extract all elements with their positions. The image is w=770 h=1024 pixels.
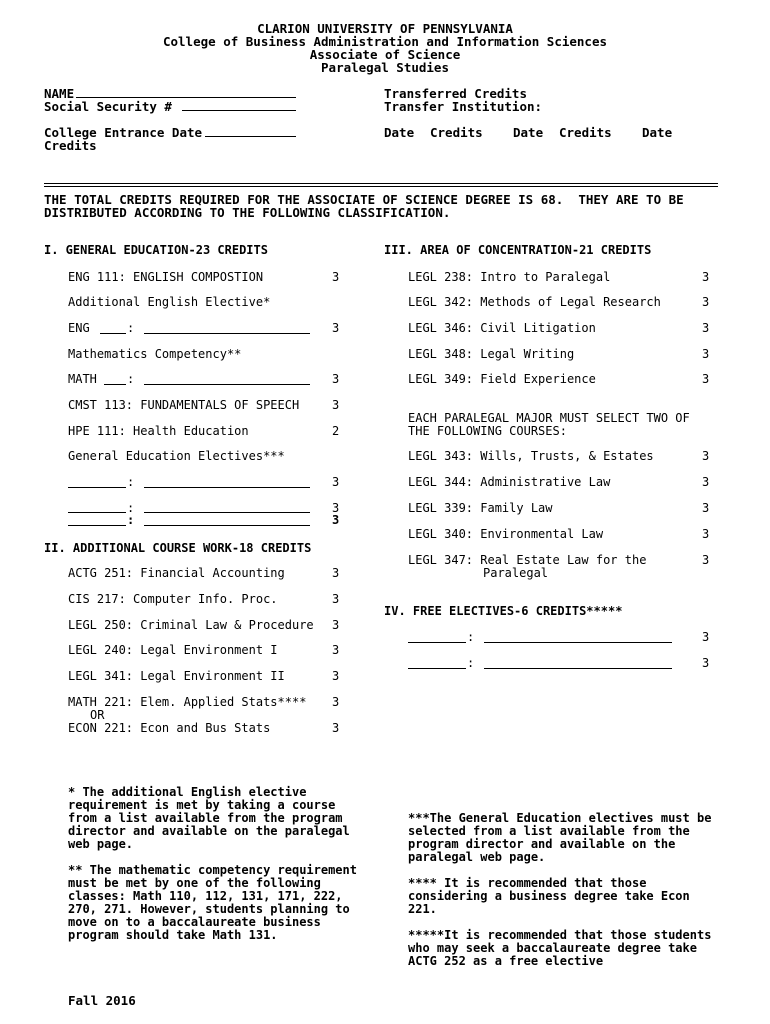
- footnote-business-degree: **** It is recommended that those considering a business degree take Econ 221.: [408, 876, 690, 916]
- credits-legl250: 3: [332, 618, 340, 632]
- course-legl340: LEGL 340: Environmental Law: [408, 527, 604, 541]
- divider-top: [44, 183, 718, 184]
- credits-free-elective-2: 3: [702, 656, 710, 670]
- gen-elective-1-title-field[interactable]: [144, 487, 310, 488]
- divider-bottom: [44, 186, 718, 187]
- course-legl339: LEGL 339: Family Law: [408, 501, 553, 515]
- course-legl342: LEGL 342: Methods of Legal Research: [408, 295, 661, 309]
- credits-legl347: 3: [702, 553, 710, 567]
- math-title-field[interactable]: [144, 384, 310, 385]
- credits-gen-elective-1: 3: [332, 475, 340, 489]
- course-legl238: LEGL 238: Intro to Paralegal: [408, 270, 611, 284]
- program-title: Paralegal Studies: [321, 60, 449, 75]
- gen-ed-electives-label: General Education Electives***: [68, 449, 285, 463]
- credits-eng-elective: 3: [332, 321, 340, 335]
- entrance-date-label: College Entrance Date: [44, 125, 203, 140]
- term-footer: Fall 2016: [68, 993, 136, 1008]
- gen-elective-1-colon: :: [127, 475, 135, 489]
- name-field[interactable]: [76, 97, 296, 98]
- section-2-title: II. ADDITIONAL COURSE WORK-18 CREDITS: [44, 541, 312, 555]
- date-label-1: Date: [384, 125, 415, 140]
- math-prefix: MATH: [68, 372, 97, 386]
- gen-elective-3-title-field[interactable]: [144, 525, 310, 526]
- or-label: OR: [90, 708, 105, 722]
- section-4-title: IV. FREE ELECTIVES-6 CREDITS*****: [384, 604, 623, 618]
- math-competency-label: Mathematics Competency**: [68, 347, 242, 361]
- credits-cmst113: 3: [332, 398, 340, 412]
- gen-elective-2-title-field[interactable]: [144, 512, 310, 513]
- credits-math: 3: [332, 372, 340, 386]
- credits-eng111: 3: [332, 270, 340, 284]
- course-math221: MATH 221: Elem. Applied Stats****: [68, 695, 307, 709]
- section-1-title: I. GENERAL EDUCATION-23 CREDITS: [44, 243, 268, 257]
- course-cis217: CIS 217: Computer Info. Proc.: [68, 592, 278, 606]
- gen-elective-2-number-field[interactable]: [68, 512, 126, 513]
- intro-line-2: DISTRIBUTED ACCORDING TO THE FOLLOWING CLASSIFICATION.: [44, 205, 451, 220]
- entrance-credits-label: Credits: [44, 138, 97, 153]
- gen-elective-3-colon: :: [127, 513, 135, 527]
- credits-legl344: 3: [702, 475, 710, 489]
- course-legl343: LEGL 343: Wills, Trusts, & Estates: [408, 449, 654, 463]
- math-number-field[interactable]: [104, 384, 126, 385]
- credits-gen-elective-2: 3: [332, 501, 340, 515]
- math-colon: :: [127, 372, 135, 386]
- credits-gen-elective-3: 3: [332, 513, 340, 527]
- credits-econ221: 3: [332, 721, 340, 735]
- credits-label-2: Credits: [559, 125, 612, 140]
- entrance-date-field[interactable]: [205, 136, 296, 137]
- gen-elective-1-number-field[interactable]: [68, 487, 126, 488]
- date-label-2: Date: [513, 125, 544, 140]
- transfer-institution-label: Transfer Institution:: [384, 99, 543, 114]
- degree-title: Associate of Science: [309, 47, 461, 62]
- name-label: NAME: [44, 86, 75, 101]
- course-eng111: ENG 111: ENGLISH COMPOSTION: [68, 270, 264, 284]
- select-note-line-2: THE FOLLOWING COURSES:: [408, 424, 567, 438]
- credits-legl240: 3: [332, 643, 340, 657]
- eng-title-field[interactable]: [144, 333, 310, 334]
- credits-legl343: 3: [702, 449, 710, 463]
- course-legl347: LEGL 347: Real Estate Law for the: [408, 553, 647, 567]
- course-legl341: LEGL 341: Legal Environment II: [68, 669, 285, 683]
- credits-legl340: 3: [702, 527, 710, 541]
- footnote-math-competency: ** The mathematic competency requirement must be met by one of the following classes: Math 110, 112, 131, 171, 222, 270, 271. However, students planning to move on to a baccalaureate business program should take Math 131.: [68, 863, 357, 942]
- course-actg251: ACTG 251: Financial Accounting: [68, 566, 285, 580]
- credits-legl349: 3: [702, 372, 710, 386]
- credits-label-1: Credits: [430, 125, 483, 140]
- credits-actg251: 3: [332, 566, 340, 580]
- date-label-3: Date: [642, 125, 673, 140]
- ssn-field[interactable]: [182, 110, 296, 111]
- course-legl347-wrap: Paralegal: [483, 566, 549, 580]
- intro-line-1: THE TOTAL CREDITS REQUIRED FOR THE ASSOCIATE OF SCIENCE DEGREE IS 68. THEY ARE TO BE: [44, 192, 684, 207]
- university-title: CLARION UNIVERSITY OF PENNSYLVANIA: [257, 21, 513, 36]
- select-note-line-1: EACH PARALEGAL MAJOR MUST SELECT TWO OF: [408, 411, 690, 425]
- course-legl349: LEGL 349: Field Experience: [408, 372, 596, 386]
- credits-legl339: 3: [702, 501, 710, 515]
- course-legl344: LEGL 344: Administrative Law: [408, 475, 611, 489]
- credits-cis217: 3: [332, 592, 340, 606]
- footnote-gen-ed-electives: ***The General Education electives must be selected from a list available from the program director and available on the paralegal web page.: [408, 811, 712, 864]
- credits-legl348: 3: [702, 347, 710, 361]
- free-elective-1-number-field[interactable]: [408, 642, 466, 643]
- course-legl250: LEGL 250: Criminal Law & Procedure: [68, 618, 314, 632]
- course-hpe111: HPE 111: Health Education: [68, 424, 249, 438]
- eng-colon: :: [127, 321, 135, 335]
- credits-legl238: 3: [702, 270, 710, 284]
- course-legl346: LEGL 346: Civil Litigation: [408, 321, 596, 335]
- course-legl348: LEGL 348: Legal Writing: [408, 347, 575, 361]
- section-3-title: III. AREA OF CONCENTRATION-21 CREDITS: [384, 243, 652, 257]
- credits-legl346: 3: [702, 321, 710, 335]
- credits-legl342: 3: [702, 295, 710, 309]
- credits-free-elective-1: 3: [702, 630, 710, 644]
- free-elective-1-colon: :: [467, 630, 475, 644]
- free-elective-2-colon: :: [467, 656, 475, 670]
- credits-legl341: 3: [332, 669, 340, 683]
- transferred-credits-label: Transferred Credits: [384, 86, 527, 101]
- free-elective-2-number-field[interactable]: [408, 668, 466, 669]
- english-elective-label: Additional English Elective*: [68, 295, 271, 309]
- eng-number-field[interactable]: [100, 333, 126, 334]
- course-econ221: ECON 221: Econ and Bus Stats: [68, 721, 271, 735]
- eng-elective-prefix: ENG: [68, 321, 90, 335]
- ssn-label: Social Security #: [44, 99, 172, 114]
- free-elective-1-title-field[interactable]: [484, 642, 672, 643]
- gen-elective-2-colon: :: [127, 501, 135, 515]
- footnote-free-elective: *****It is recommended that those students who may seek a baccalaureate degree take ACTG 252 as a free elective: [408, 928, 712, 968]
- footnote-english-elective: * The additional English elective requirement is met by taking a course from a list available from the program director and available on the paralegal web page.: [68, 785, 350, 851]
- college-title: College of Business Administration and Information Sciences: [162, 34, 607, 49]
- course-legl240: LEGL 240: Legal Environment I: [68, 643, 278, 657]
- credits-math221: 3: [332, 695, 340, 709]
- credits-hpe111: 2: [332, 424, 340, 438]
- gen-elective-3-number-field[interactable]: [68, 525, 126, 526]
- course-cmst113: CMST 113: FUNDAMENTALS OF SPEECH: [68, 398, 300, 412]
- free-elective-2-title-field[interactable]: [484, 668, 672, 669]
